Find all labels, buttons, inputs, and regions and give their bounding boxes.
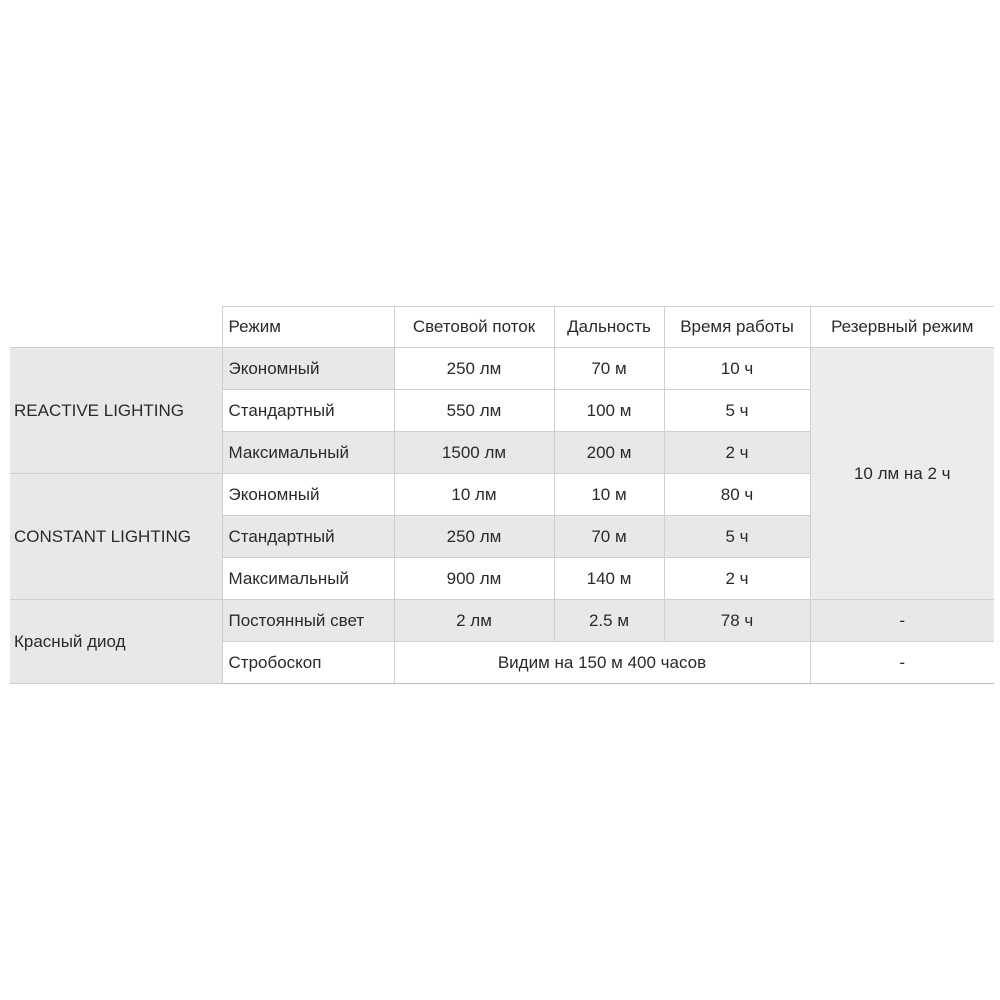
mode-cell: Экономный: [222, 474, 394, 516]
flux-cell: 900 лм: [394, 558, 554, 600]
header-runtime: Время работы: [664, 307, 810, 348]
mode-cell: Максимальный: [222, 432, 394, 474]
range-cell: 200 м: [554, 432, 664, 474]
mode-cell: Стандартный: [222, 516, 394, 558]
table-row: [10, 348, 994, 390]
mode-cell: Стандартный: [222, 390, 394, 432]
mode-cell: Максимальный: [222, 558, 394, 600]
mode-cell: Стробоскоп: [222, 642, 394, 684]
group-label-red-diode: Красный диод: [10, 600, 222, 684]
runtime-cell: 5 ч: [664, 516, 810, 558]
flux-cell: 550 лм: [394, 390, 554, 432]
range-cell: 10 м: [554, 474, 664, 516]
range-cell: 70 м: [554, 348, 664, 390]
group-label-constant: CONSTANT LIGHTING: [10, 474, 222, 600]
specs-table: [10, 306, 994, 684]
reserve-cell: -: [810, 600, 994, 642]
header-corner: [10, 307, 222, 348]
mode-cell: Постоянный свет: [222, 600, 394, 642]
flux-cell: 10 лм: [394, 474, 554, 516]
flux-cell: 1500 лм: [394, 432, 554, 474]
runtime-cell: 78 ч: [664, 600, 810, 642]
range-cell: 70 м: [554, 516, 664, 558]
range-cell: 100 м: [554, 390, 664, 432]
flux-cell: 2 лм: [394, 600, 554, 642]
merged-strobe-cell: Видим на 150 м 400 часов: [394, 642, 810, 684]
header-reserve: Резервный режим: [810, 307, 994, 348]
range-cell: 2.5 м: [554, 600, 664, 642]
table-row: [10, 600, 994, 642]
reserve-cell: -: [810, 642, 994, 684]
runtime-cell: 2 ч: [664, 558, 810, 600]
flux-cell: 250 лм: [394, 516, 554, 558]
header-mode: Режим: [222, 307, 394, 348]
runtime-cell: 80 ч: [664, 474, 810, 516]
header-range: Дальность: [554, 307, 664, 348]
flux-cell: 250 лм: [394, 348, 554, 390]
mode-cell: Экономный: [222, 348, 394, 390]
runtime-cell: 10 ч: [664, 348, 810, 390]
group-label-reactive: REACTIVE LIGHTING: [10, 348, 222, 474]
range-cell: 140 м: [554, 558, 664, 600]
header-row: [10, 307, 994, 348]
runtime-cell: 2 ч: [664, 432, 810, 474]
runtime-cell: 5 ч: [664, 390, 810, 432]
header-flux: Световой поток: [394, 307, 554, 348]
shared-reserve-cell: 10 лм на 2 ч: [810, 348, 994, 600]
